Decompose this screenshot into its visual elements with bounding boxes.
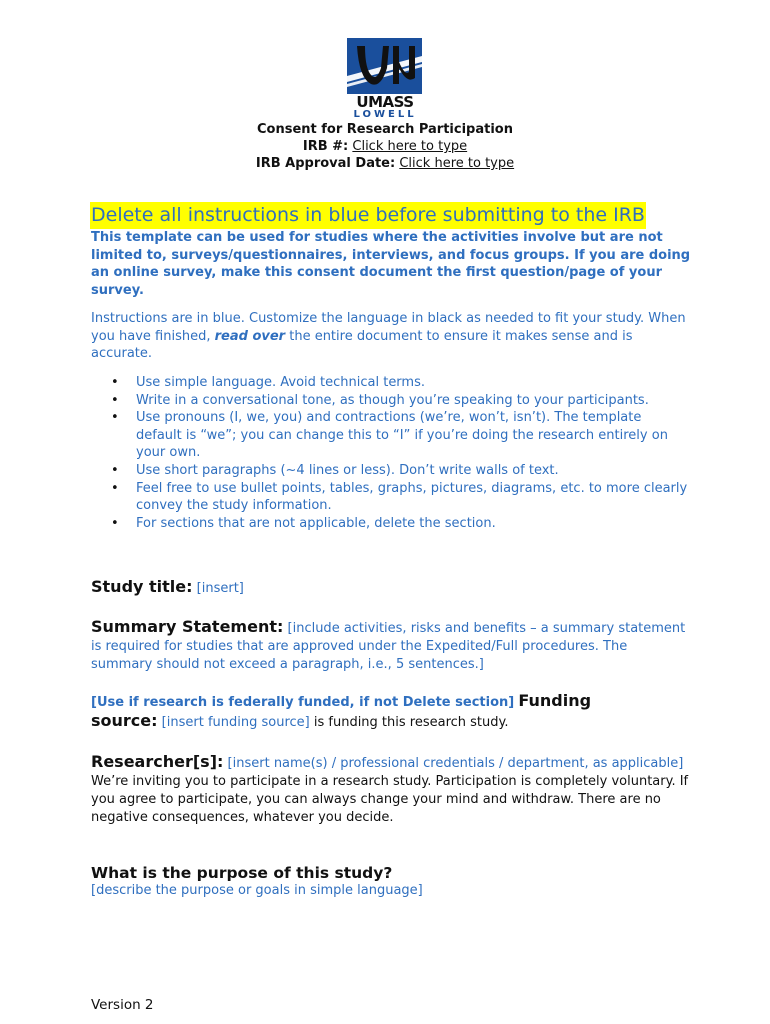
study-title-field[interactable]: [insert]	[196, 581, 244, 596]
instruction-bullet-list	[91, 374, 691, 532]
bullet-icon: •	[111, 480, 119, 496]
irb-number-field[interactable]: Click here to type	[352, 139, 468, 154]
funding-source-label: source:	[91, 711, 158, 730]
irb-approval-line	[0, 155, 770, 172]
researchers-invitation-text: We’re inviting you to participate in a research study. Participation is completely voluntary. If you agree to participate, you can always change your mind and withdraw. There are no negative consequences, whatever you decide.	[91, 774, 689, 825]
study-title-section	[91, 578, 691, 598]
funding-note: [Use if research is federally funded, if not Delete section]	[91, 695, 515, 710]
funding-label: Funding	[518, 691, 592, 710]
document-title: Consent for Research Participation	[257, 122, 513, 137]
irb-approval-label: IRB Approval Date:	[255, 156, 396, 171]
bullet-icon: •	[111, 375, 119, 390]
delete-instructions-banner: Delete all instructions in blue before submitting to the IRB	[90, 202, 646, 229]
logo-umass-text: UMASS	[356, 93, 414, 111]
bullet-icon: •	[111, 410, 119, 426]
list-item: • Feel free to use bullet points, tables, graphs, pictures, diagrams, etc. to more clearly convey the study information.	[111, 480, 688, 514]
instructions-paragraph: Instructions are in blue. Customize the language in black as needed to fit your study. When you have finished, read over the entire document to ensure it makes sense and is accurate.	[91, 311, 686, 362]
irb-approval-field[interactable]: Click here to type	[399, 156, 515, 171]
funding-section	[91, 692, 691, 732]
irb-number-line	[0, 138, 770, 155]
funding-suffix: is funding this research study.	[309, 715, 509, 730]
version-footer: Version 2	[91, 997, 154, 1013]
list-item: • Use pronouns (I, we, you) and contractions (we’re, won’t, isn’t). The template default is “we”; you can change this to “I” if you’re doing the research entirely on your own.	[111, 410, 668, 461]
template-usage-note: This template can be used for studies where the activities involve but are not limited to, surveys/questionnaires, interviews, and focus groups. If you are doing an online survey, make this consent document the first question/page of your survey.	[91, 230, 691, 298]
purpose-field[interactable]: [describe the purpose or goals in simple language]	[91, 883, 423, 898]
bullet-icon: •	[111, 392, 119, 408]
logo-lowell-text: LOWELL	[353, 109, 417, 120]
irb-number-label: IRB #:	[302, 139, 349, 154]
purpose-section	[91, 864, 691, 900]
summary-statement-label: Summary Statement:	[91, 617, 284, 636]
umass-lowell-logo	[346, 38, 424, 122]
bullet-icon: •	[111, 462, 119, 478]
bullet-icon: •	[111, 515, 119, 531]
list-item: • For sections that are not applicable, delete the section.	[111, 515, 496, 531]
funding-source-field[interactable]: [insert funding source]	[161, 715, 310, 730]
study-title-label: Study title:	[91, 577, 193, 596]
list-item: • Write in a conversational tone, as though you’re speaking to your participants.	[111, 392, 649, 408]
read-over-emphasis: read over	[214, 328, 286, 344]
list-item: • Use simple language. Avoid technical terms.	[111, 375, 425, 390]
researchers-section	[91, 753, 691, 827]
purpose-heading: What is the purpose of this study?	[91, 864, 393, 882]
logo-emblem-icon	[347, 38, 422, 94]
list-item: • Use short paragraphs (~4 lines or less). Don’t write walls of text.	[111, 462, 559, 478]
researchers-field[interactable]: [insert name(s) / professional credentials / department, as applicable]	[227, 756, 684, 771]
summary-statement-text[interactable]: [include activities, risks and benefits – a summary statement is required for studies that are approved under the Expedited/Full procedures. The summary should not exceed a paragraph, i.e., 5 sentences.]	[91, 621, 686, 672]
summary-statement-section	[91, 618, 691, 674]
researchers-label: Researcher[s]:	[91, 752, 224, 771]
